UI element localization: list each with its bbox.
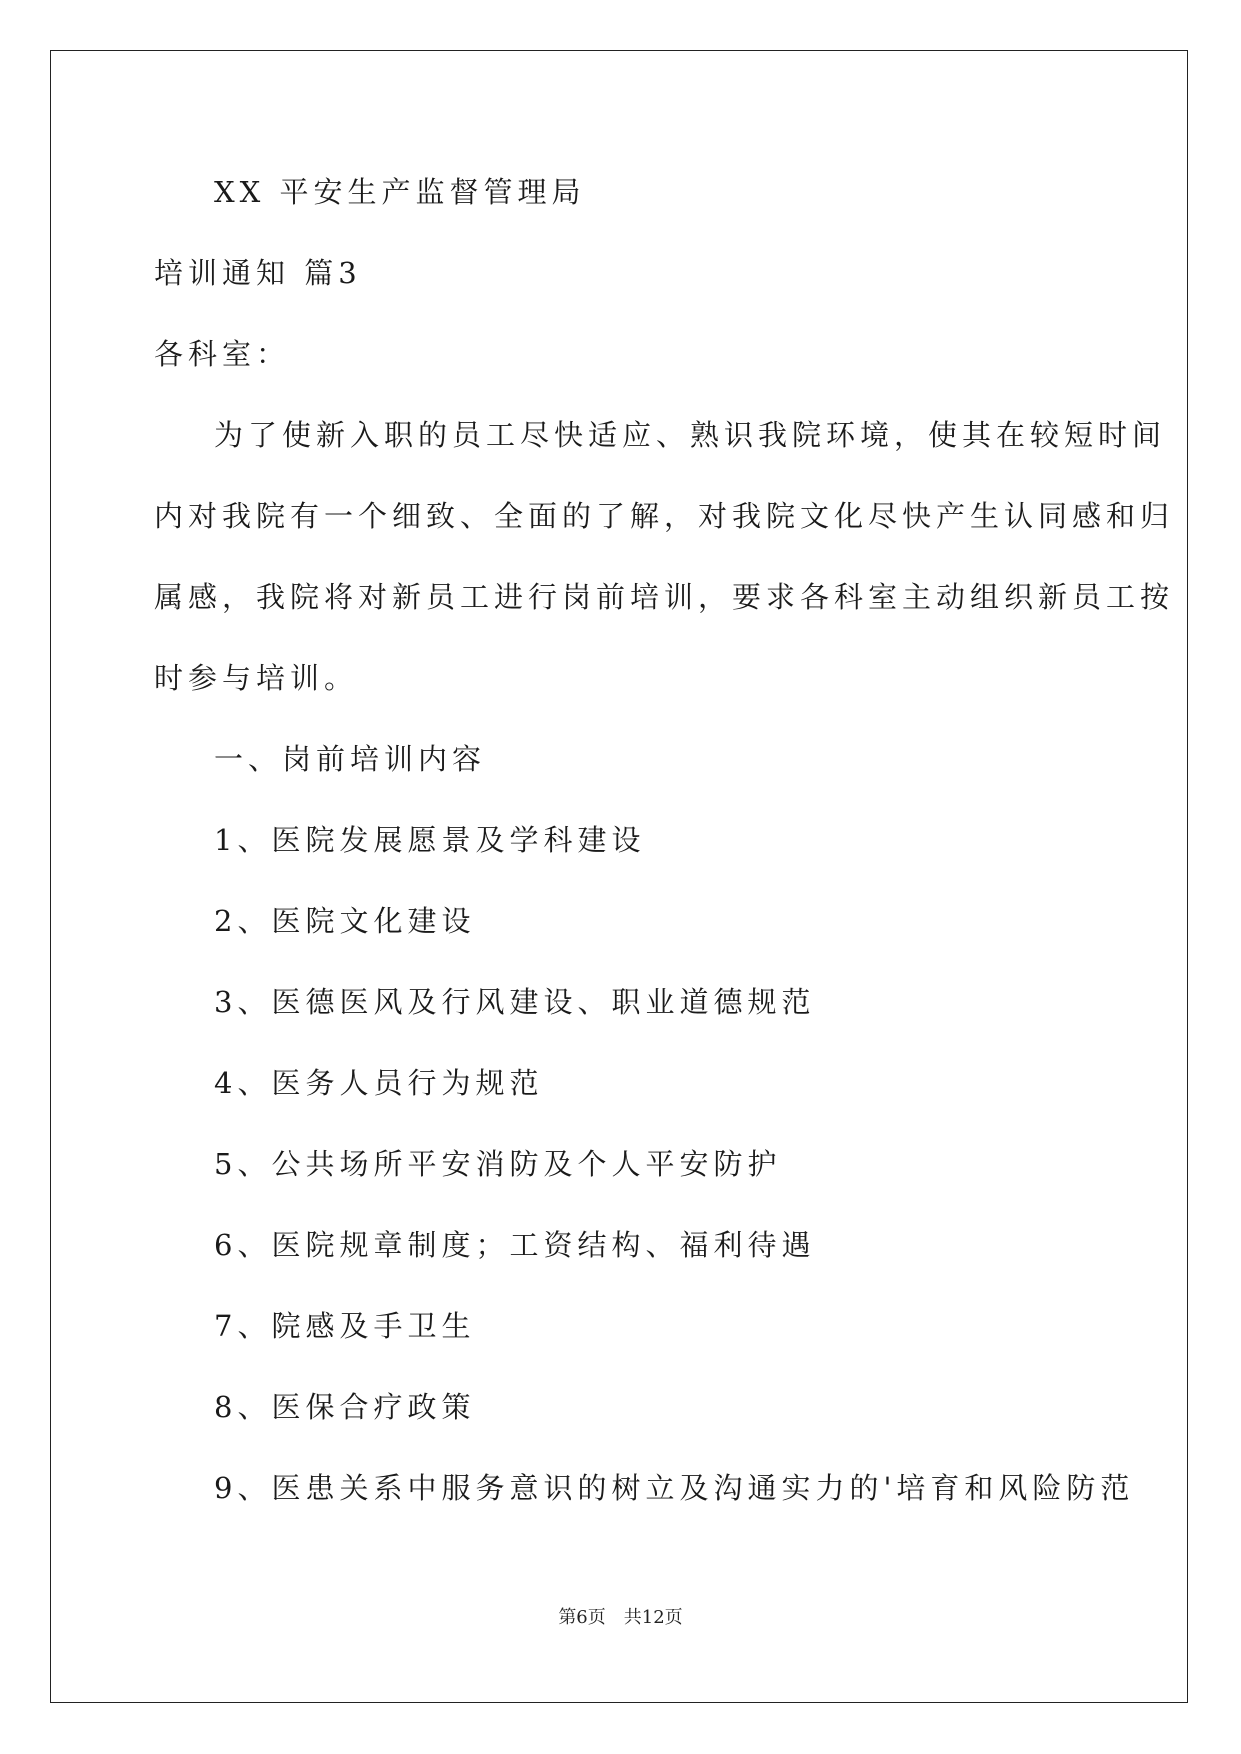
list-item: 8、医保合疗政策 — [214, 1390, 476, 1424]
list-item: 3、医德医风及行风建设、职业道德规范 — [214, 985, 816, 1019]
page-footer — [0, 1606, 1241, 1630]
list-item: 1、医院发展愿景及学科建设 — [214, 823, 646, 857]
page-number-total: 共12页 — [623, 1607, 683, 1628]
salutation: 各科室： — [154, 337, 291, 371]
list-item: 7、院感及手卫生 — [214, 1309, 476, 1343]
page-border — [50, 50, 1188, 1703]
intro-line-3: 属感，我院将对新员工进行岗前培训，要求各科室主动组织新员工按 — [154, 580, 1175, 614]
intro-line-4: 时参与培训。 — [154, 661, 359, 695]
list-item: 6、医院规章制度；工资结构、福利待遇 — [214, 1228, 816, 1262]
issuer-line: XX 平安生产监督管理局 — [214, 175, 586, 209]
heading-training-content: 一、岗前培训内容 — [214, 742, 487, 776]
intro-line-1: 为了使新入职的员工尽快适应、熟识我院环境，使其在较短时间 — [214, 418, 1167, 452]
list-item: 4、医务人员行为规范 — [214, 1066, 544, 1100]
list-item: 9、医患关系中服务意识的树立及沟通实力的'培育和风险防范 — [214, 1471, 1135, 1505]
intro-line-2: 内对我院有一个细致、全面的了解，对我院文化尽快产生认同感和归 — [154, 499, 1175, 533]
list-item: 2、医院文化建设 — [214, 904, 476, 938]
list-item: 5、公共场所平安消防及个人平安防护 — [214, 1147, 782, 1181]
section-title: 培训通知 篇3 — [154, 256, 362, 290]
page-number-current: 第6页 — [558, 1607, 606, 1628]
